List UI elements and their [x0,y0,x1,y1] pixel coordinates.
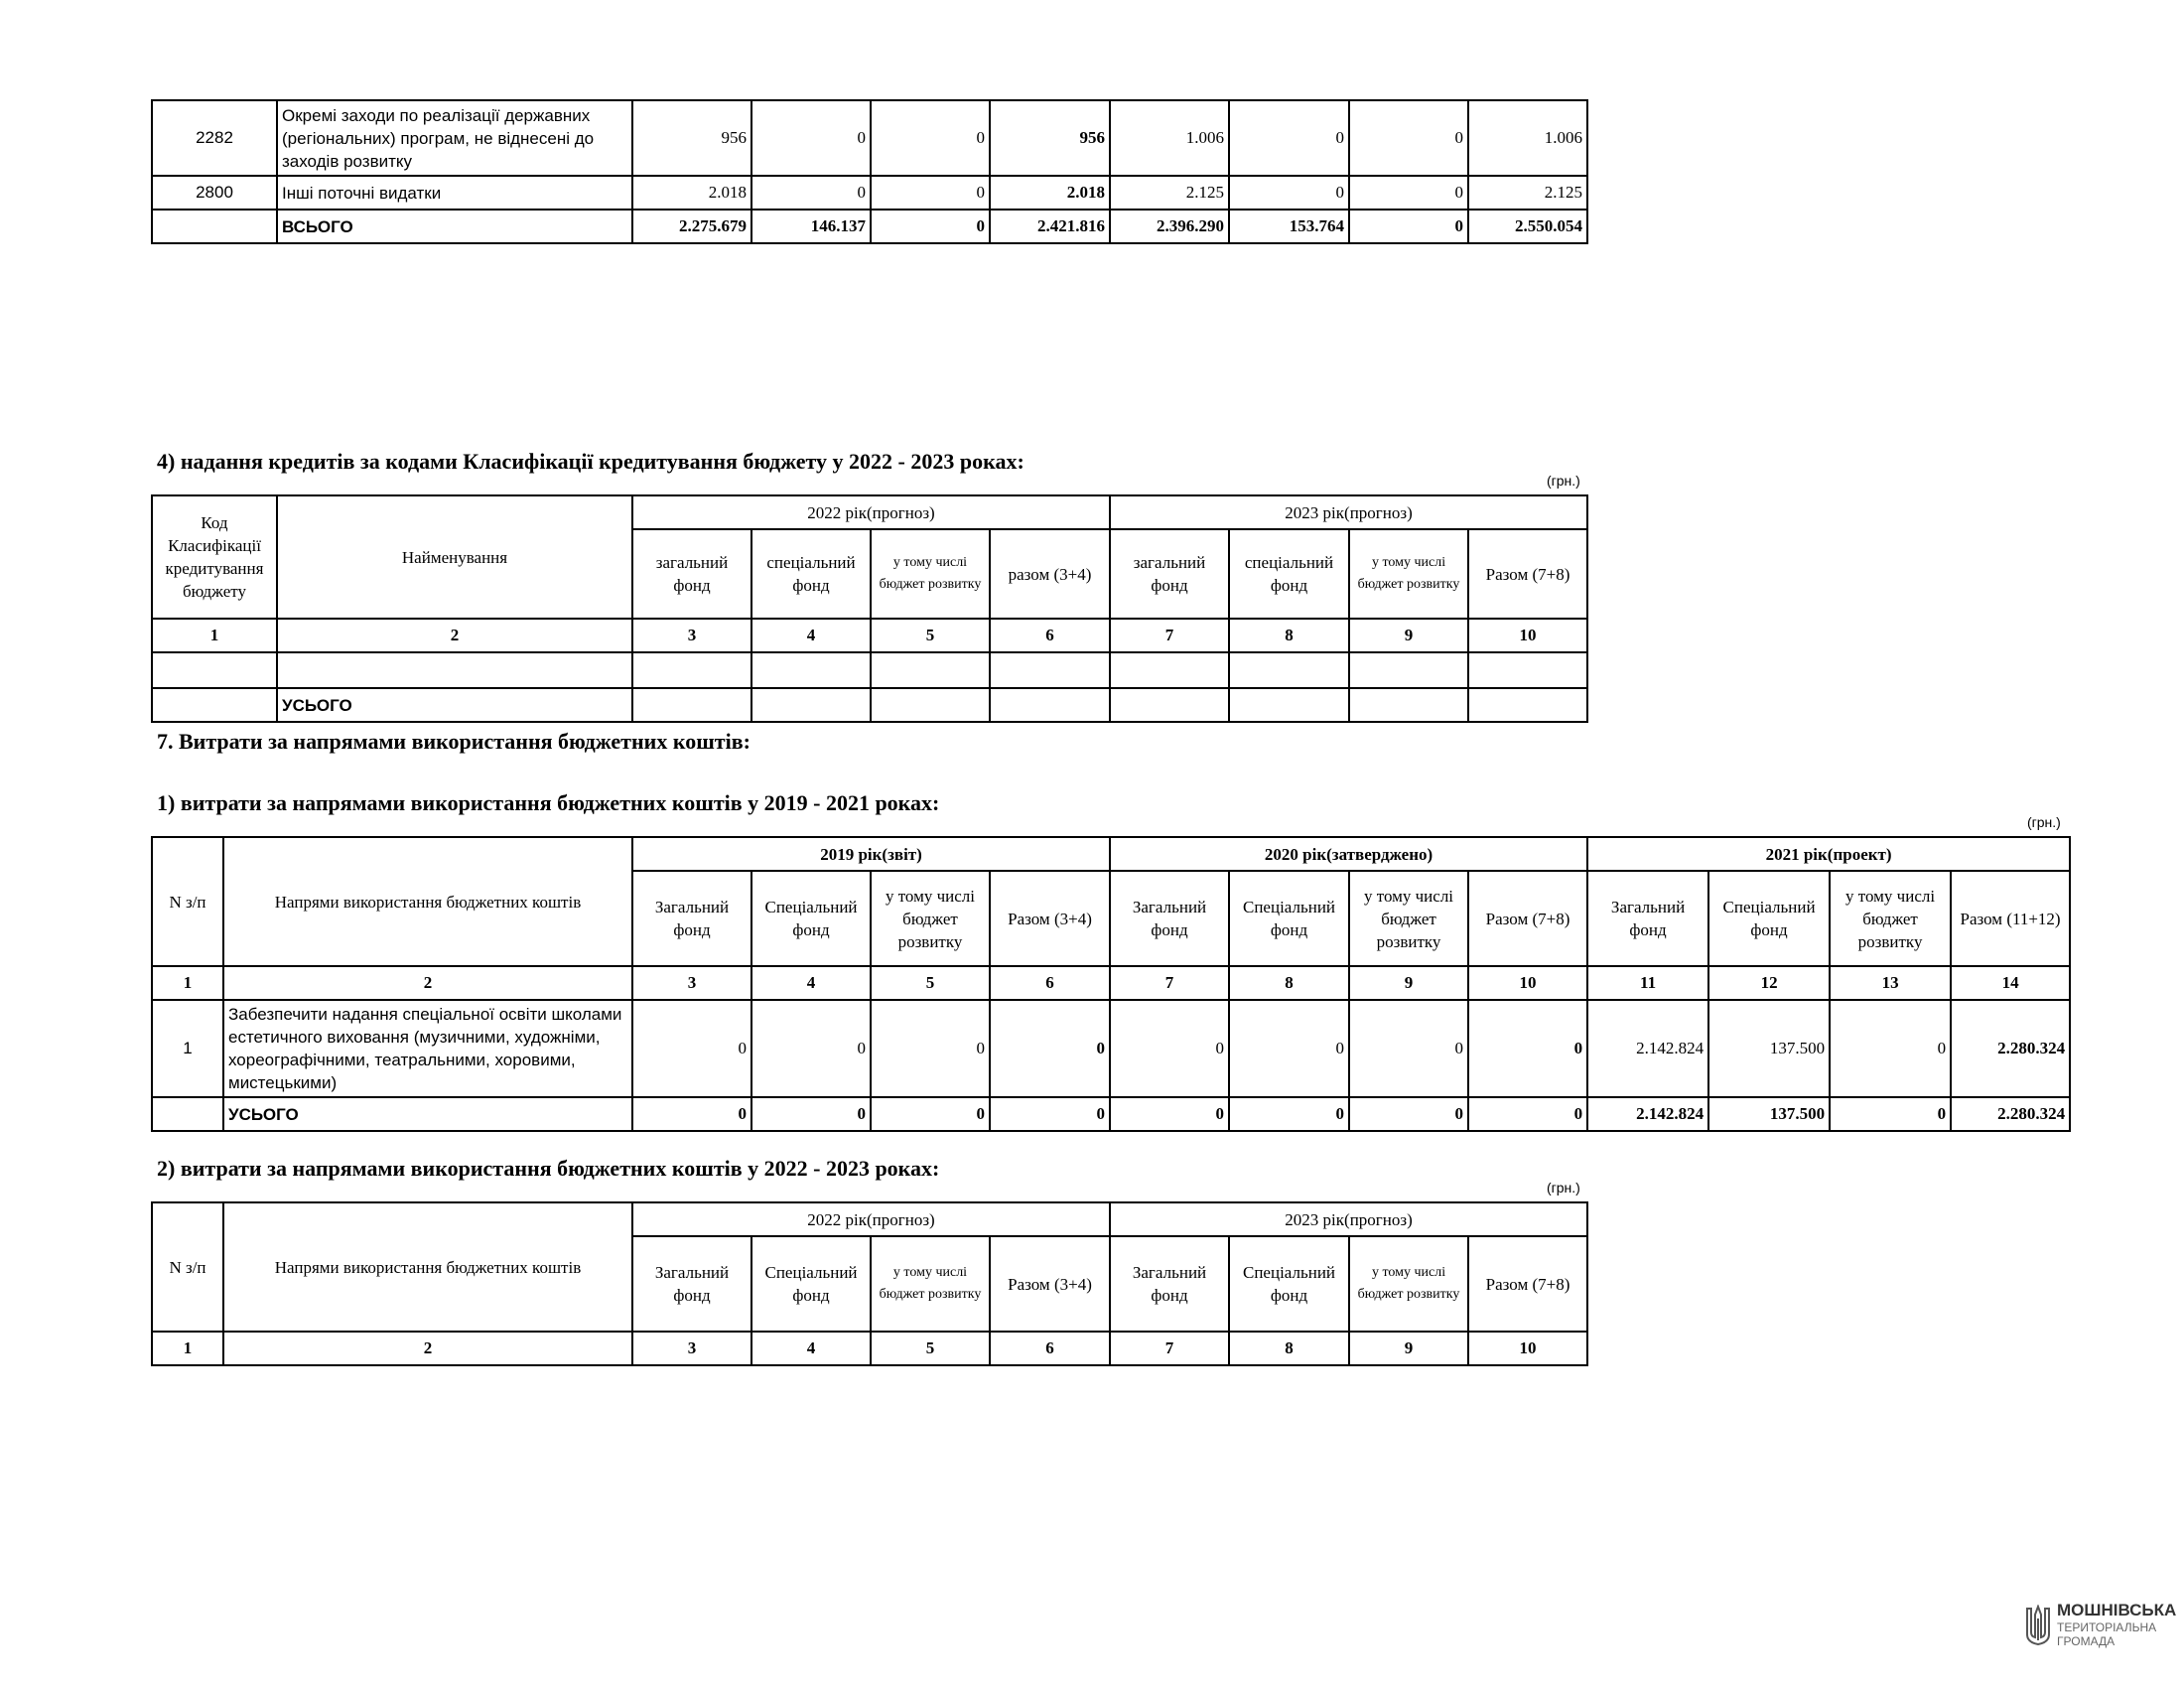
expenditure-2019-2021-table [151,836,2071,1132]
cell-value: 2.142.824 [1587,1000,1708,1097]
trident-icon [2025,1605,2051,1646]
cell-value: 2.142.824 [1587,1097,1708,1131]
col-number: 5 [871,619,990,652]
section7-2-heading: 2) витрати за напрямами використання бюджетних коштів у 2022 - 2023 роках: [157,1156,940,1181]
logo-line-3: ГРОМАДА [2057,1634,2116,1648]
col-number: 4 [751,966,871,1000]
cell-value: 2.125 [1110,176,1229,210]
year-2021-header: 2021 рік(проект) [1587,837,2070,871]
empty-cell [152,1097,223,1131]
row-number: 1 [152,1000,223,1097]
subheader: у тому числі бюджет розвитку [1830,871,1951,966]
col-number: 6 [990,619,1110,652]
col-number: 9 [1349,1332,1468,1365]
year-2020-header: 2020 рік(затверджено) [1110,837,1587,871]
cell-value: 0 [871,176,990,210]
subheader: загальний фонд [632,529,751,619]
subheader: Разом (3+4) [990,871,1110,966]
cell-value: 0 [1830,1000,1951,1097]
year-2022-header: 2022 рік(прогноз) [632,1202,1110,1236]
col-number: 1 [152,966,223,1000]
empty-cell [277,652,632,688]
empty-cell [1229,688,1349,722]
cell-value: 0 [632,1000,751,1097]
col-number: 11 [1587,966,1708,1000]
col-n-header: N з/п [152,1202,223,1332]
empty-cell [152,688,277,722]
column-number-row [152,966,2070,1000]
cell-value: 0 [990,1097,1110,1131]
subheader: Спеціальний фонд [1229,871,1349,966]
cell-value: 0 [1349,100,1468,176]
subheader: у тому числі бюджет розвитку [871,871,990,966]
col-number: 1 [152,1332,223,1365]
subheader: Разом (7+8) [1468,1236,1587,1332]
cell-value: 2.550.054 [1468,210,1587,243]
year-2022-header: 2022 рік(прогноз) [632,495,1110,529]
cell-value: 0 [1110,1000,1229,1097]
col-number: 14 [1951,966,2070,1000]
cell-value: 2.125 [1468,176,1587,210]
col-number: 4 [751,1332,871,1365]
empty-cell [1110,688,1229,722]
empty-cell [751,652,871,688]
section4-heading: 4) надання кредитів за кодами Класифікації кредитування бюджету у 2022 - 2023 роках: [157,449,1024,474]
table-row [152,1000,2070,1097]
cell-value: 0 [1830,1097,1951,1131]
cell-value: 956 [632,100,751,176]
cell-value: 2.280.324 [1951,1000,2070,1097]
year-2023-header: 2023 рік(прогноз) [1110,1202,1587,1236]
column-number-row [152,619,1587,652]
col-name-header: Найменування [277,495,632,619]
col-code-header: Код Класифікації кредитування бюджету [152,495,277,619]
cell-value: 2.396.290 [1110,210,1229,243]
col-number: 5 [871,966,990,1000]
cell-value: 956 [990,100,1110,176]
cell-value: 0 [1229,1000,1349,1097]
col-number: 3 [632,619,751,652]
cell-value: 1.006 [1468,100,1587,176]
table-row [152,652,1587,688]
section7-2-unit: (грн.) [1547,1180,1580,1196]
col-n-header: N з/п [152,837,223,966]
section7-1-unit: (грн.) [2027,814,2061,830]
col-number: 3 [632,966,751,1000]
subheader: Загальний фонд [632,1236,751,1332]
cell-value: 0 [1468,1000,1587,1097]
cell-value: 0 [632,1097,751,1131]
col-number: 12 [1708,966,1830,1000]
col-number: 13 [1830,966,1951,1000]
total-row [152,1097,2070,1131]
subheader: Разом (3+4) [990,1236,1110,1332]
table-row [152,100,1587,176]
cell-value: 0 [871,1000,990,1097]
empty-cell [632,652,751,688]
cell-value: 0 [871,1097,990,1131]
year-2023-header: 2023 рік(прогноз) [1110,495,1587,529]
row-code: 2800 [152,176,277,210]
col-number: 10 [1468,1332,1587,1365]
col-number: 2 [223,1332,632,1365]
col-number: 8 [1229,619,1349,652]
col-number: 8 [1229,966,1349,1000]
subheader: разом (3+4) [990,529,1110,619]
subheader: Разом (7+8) [1468,871,1587,966]
cell-value: 0 [1229,176,1349,210]
cell-value: 137.500 [1708,1097,1830,1131]
cell-value: 2.018 [990,176,1110,210]
col-number: 7 [1110,966,1229,1000]
cell-value: 0 [1229,1097,1349,1131]
row-name: Інші поточні видатки [277,176,632,210]
col-number: 10 [1468,619,1587,652]
cell-value: 0 [1110,1097,1229,1131]
total-label: ВСЬОГО [277,210,632,243]
total-row [152,688,1587,722]
cell-value: 0 [1349,1000,1468,1097]
total-label: УСЬОГО [277,688,632,722]
cell-value: 0 [751,1097,871,1131]
empty-cell [990,688,1110,722]
credit-table [151,494,1588,723]
col-number: 9 [1349,966,1468,1000]
cell-value: 0 [1349,210,1468,243]
subheader: Разом (7+8) [1468,529,1587,619]
empty-cell [1468,652,1587,688]
cell-value: 137.500 [1708,1000,1830,1097]
subheader: загальний фонд [1110,529,1229,619]
col-number: 8 [1229,1332,1349,1365]
col-name-header: Напрями використання бюджетних коштів [223,1202,632,1332]
logo-line-2: ТЕРИТОРІАЛЬНА [2057,1620,2157,1634]
cell-value: 153.764 [1229,210,1349,243]
section4-unit: (грн.) [1547,473,1580,489]
subheader: Загальний фонд [632,871,751,966]
empty-cell [152,210,277,243]
col-name-header: Напрями використання бюджетних коштів [223,837,632,966]
col-number: 6 [990,966,1110,1000]
subheader: Спеціальний фонд [1708,871,1830,966]
section7-1-heading: 1) витрати за напрямами використання бюджетних коштів у 2019 - 2021 роках: [157,790,940,815]
logo-subtitle [2057,1620,2156,1648]
empty-cell [1110,652,1229,688]
empty-cell [632,688,751,722]
empty-cell [1349,688,1468,722]
subheader: у тому числі бюджет розвитку [1349,1236,1468,1332]
total-row [152,210,1587,243]
cell-value: 146.137 [751,210,871,243]
column-number-row [152,1332,1587,1365]
section7-heading: 7. Витрати за напрямами використання бюджетних коштів: [157,729,751,754]
cell-value: 2.280.324 [1951,1097,2070,1131]
col-number: 5 [871,1332,990,1365]
subheader: спеціальний фонд [751,529,871,619]
col-number: 1 [152,619,277,652]
total-label: УСЬОГО [223,1097,632,1131]
col-number: 2 [277,619,632,652]
cell-value: 0 [1349,1097,1468,1131]
cell-value: 0 [871,100,990,176]
empty-cell [751,688,871,722]
empty-cell [1468,688,1587,722]
cell-value: 0 [1349,176,1468,210]
empty-cell [152,652,277,688]
empty-cell [1229,652,1349,688]
table-row [152,176,1587,210]
top-expenditure-table [151,99,1588,244]
col-number: 3 [632,1332,751,1365]
col-number: 6 [990,1332,1110,1365]
cell-value: 0 [751,100,871,176]
cell-value: 2.421.816 [990,210,1110,243]
year-2019-header: 2019 рік(звіт) [632,837,1110,871]
subheader: у тому числі бюджет розвитку [1349,871,1468,966]
community-logo [2025,1601,2184,1660]
cell-value: 0 [990,1000,1110,1097]
col-number: 10 [1468,966,1587,1000]
subheader: у тому числі бюджет розвитку [871,1236,990,1332]
col-number: 7 [1110,1332,1229,1365]
row-name: Окремі заходи по реалізації державних (регіональних) програм, не віднесені до заходів розвитку [277,100,632,176]
cell-value: 0 [751,1000,871,1097]
subheader: Спеціальний фонд [751,871,871,966]
subheader: спеціальний фонд [1229,529,1349,619]
expenditure-2022-2023-table [151,1201,1588,1366]
row-name: Забезпечити надання спеціальної освіти школами естетичного виховання (музичними, художніми, хореографічними, театральними, хоровими, мистецькими) [223,1000,632,1097]
cell-value: 0 [871,210,990,243]
empty-cell [1349,652,1468,688]
subheader: у тому числі бюджет розвитку [871,529,990,619]
cell-value: 0 [1229,100,1349,176]
cell-value: 2.275.679 [632,210,751,243]
col-number: 7 [1110,619,1229,652]
row-code: 2282 [152,100,277,176]
subheader: Разом (11+12) [1951,871,2070,966]
subheader: Загальний фонд [1110,1236,1229,1332]
empty-cell [871,688,990,722]
col-number: 2 [223,966,632,1000]
cell-value: 2.018 [632,176,751,210]
empty-cell [871,652,990,688]
cell-value: 0 [751,176,871,210]
logo-title: МОШНІВСЬКА [2057,1601,2177,1619]
empty-cell [990,652,1110,688]
col-number: 9 [1349,619,1468,652]
subheader: Загальний фонд [1110,871,1229,966]
cell-value: 0 [1468,1097,1587,1131]
subheader: у тому числі бюджет розвитку [1349,529,1468,619]
subheader: Загальний фонд [1587,871,1708,966]
subheader: Спеціальний фонд [1229,1236,1349,1332]
cell-value: 1.006 [1110,100,1229,176]
col-number: 4 [751,619,871,652]
subheader: Спеціальний фонд [751,1236,871,1332]
